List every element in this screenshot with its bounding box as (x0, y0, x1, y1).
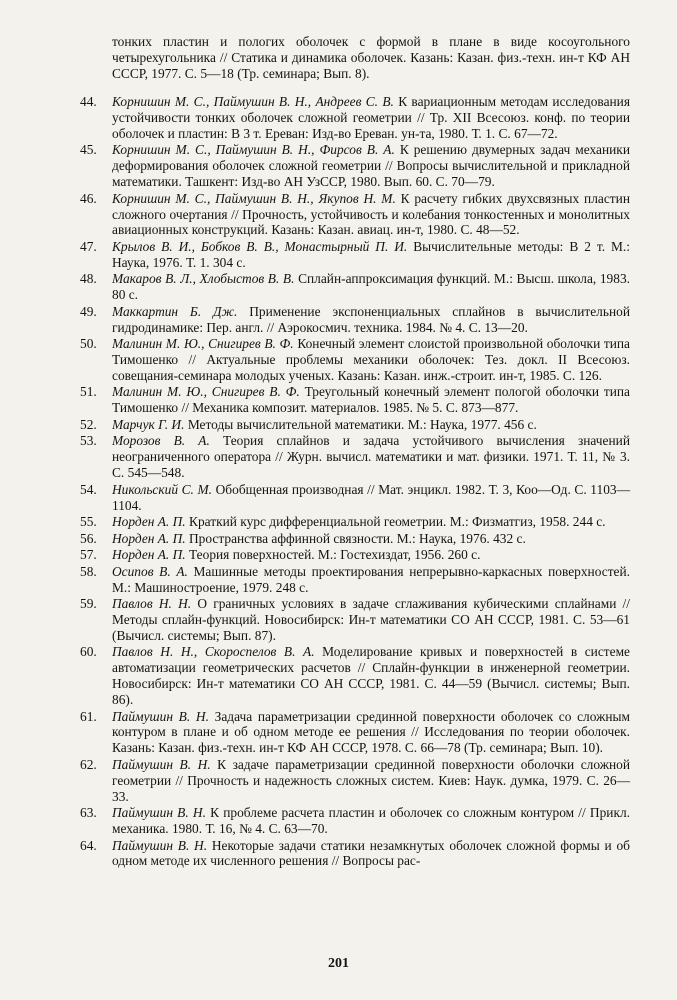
reference-text: О граничных условиях в задаче сглаживания кубическими сплайнами // Методы сплайн-функций. Новосибирск: Ин-т математики СО АН СССР, 1981. С. 53—61 (Вычисл. системы; Вып. 87). (112, 596, 630, 643)
reference-text: Обобщенная производная // Мат. энцикл. 1982. Т. 3, Коо—Од. С. 1103—1104. (112, 481, 630, 513)
reference-text: Треугольный конечный элемент пологой оболочки типа Тимошенко // Механика композит. материалов. 1985. № 5. С. 873—877. (112, 384, 630, 416)
reference-number: 59. (80, 596, 97, 611)
reference-text: Методы вычислительной математики. М.: Наука, 1977. 456 с. (187, 416, 537, 432)
reference-entry (80, 564, 630, 596)
reference-text: Применение экспоненциальных сплайнов в вычислительной гидродинамике: Пер. англ. // Аэрокосмич. техника. 1984. № 4. С. 13—20. (112, 303, 630, 335)
reference-entry (80, 709, 630, 757)
reference-number: 47. (80, 238, 97, 254)
reference-text: Машинные методы проектирования непрерывно-каркасных поверхностей. М.: Машиностроение, 1979. 248 с. (112, 563, 631, 595)
reference-authors: Макаров В. Л., Хлобыстов В. В. (112, 271, 295, 287)
reference-authors: Паймушин В. Н. (112, 837, 208, 853)
reference-number: 48. (80, 271, 97, 287)
reference-text: Моделирование кривых и поверхностей в системе автоматизации геометрических расчетов // Сплайн-функции в инженерной геометрии. Новосибирск: Ин-т математики СО АН СССР, 1981. С. 44—59 (Вычисл. системы; Вып. 86). (112, 644, 630, 708)
reference-number: 51. (80, 384, 97, 400)
reference-authors: Корнишин М. С., Паймушин В. Н., Андреев С. В. (112, 94, 394, 109)
reference-entry (80, 94, 630, 142)
reference-number: 60. (80, 644, 97, 660)
reference-authors: Никольский С. М. (112, 481, 213, 497)
reference-number: 61. (80, 708, 97, 724)
reference-text: Теория сплайнов и задача устойчивого вычисления значений неограниченного оператора // Журн. вычисл. математики и мат. физики. 1971. Т. 11, № 3. С. 545—548. (112, 433, 630, 481)
reference-text: Краткий курс дифференциальной геометрии. М.: Физматгиз, 1958. 244 с. (189, 514, 606, 530)
reference-entry (80, 482, 630, 514)
reference-text: Теория поверхностей. М.: Гостехиздат, 1956. 260 с. (189, 547, 481, 563)
reference-entry (80, 757, 630, 805)
reference-authors: Крылов В. И., Бобков В. В., Монастырный П. И. (112, 238, 408, 254)
reference-text: К задаче параметризации срединной поверхности оболочки сложной геометрии // Прочность и надежность сложных систем. Киев: Наук. думка, 1979. С. 26—33. (112, 756, 630, 804)
reference-text: К проблеме расчета пластин и оболочек со сложным контуром // Прикл. механика. 1980. Т. 16, № 4. С. 63—70. (112, 805, 630, 837)
page-number: 201 (328, 956, 349, 971)
reference-text: Пространства аффинной связности. М.: Наука, 1976. 432 с. (189, 530, 526, 546)
reference-entry (80, 514, 630, 530)
reference-authors: Норден А. П. (112, 530, 186, 546)
reference-authors: Норден А. П. (112, 547, 186, 563)
reference-text: Задача параметризации срединной поверхности оболочек со сложным контуром в плане и об одном методе ее решения // Исследования по теории оболочек. Казань: Казан. физ.-техн. ин-т КФ АН СССР, 1978. С. 66—78 (Тр. семинара; Вып. 10). (112, 708, 630, 756)
reference-authors: Павлов Н. Н., Скороспелов В. А. (112, 644, 315, 660)
reference-number: 64. (80, 837, 97, 853)
reference-entry (80, 142, 630, 190)
reference-authors: Морозов В. А. (112, 433, 210, 449)
reference-number: 52. (80, 416, 97, 432)
reference-text: Некоторые задачи статики незамкнутых оболочек сложной формы и об одном методе их численного решения // Вопросы рас- (112, 837, 630, 869)
reference-text: К решению двумерных задач механики деформирования оболочек сложной геометрии // Вопросы вычислительной и прикладной математики. Ташкент: Изд-во АН УзССР, 1980. Вып. 60. С. 70—79. (112, 142, 630, 190)
reference-number: 56. (80, 530, 97, 546)
reference-text: Конечный элемент слоистой произвольной оболочки типа Тимошенко // Актуальные проблемы механики оболочек: Тез. докл. II Всесоюз. совещания-семинара молодых ученых. Казань: Казан. инж.-строит. ин-т, 1985. С. 126. (112, 336, 630, 383)
reference-authors: Паймушин В. Н. (112, 708, 209, 724)
reference-authors: Паймушин В. Н. (112, 756, 211, 772)
reference-text: Сплайн-аппроксимация функций. М.: Высш. школа, 1983. 80 с. (112, 271, 630, 303)
reference-number: 53. (80, 433, 97, 449)
reference-number: 44. (80, 94, 97, 109)
reference-authors: Марчук Г. И. (112, 416, 185, 432)
reference-entry (80, 271, 630, 303)
reference-entry (80, 336, 630, 384)
reference-number: 54. (80, 481, 97, 497)
reference-entry (80, 417, 630, 433)
reference-number: 46. (80, 190, 97, 206)
reference-number: 50. (80, 336, 97, 352)
reference-entry (80, 531, 630, 547)
reference-entry (80, 433, 630, 481)
reference-number: 58. (80, 563, 97, 579)
continued-reference-text: тонких пластин и пологих оболочек с формой в плане в виде косоугольного четырехугольника // Статика и динамика оболочек. Казань: Казан. физ.-техн. ин-т КФ АН СССР, 1977. С. 5—18 (Тр. семинара; Вып. 8). (112, 34, 630, 81)
reference-authors: Павлов Н. Н. (112, 596, 192, 611)
reference-entry (80, 838, 630, 870)
reference-authors: Маккартин Б. Дж. (112, 303, 238, 319)
reference-number: 62. (80, 756, 97, 772)
reference-entry (80, 644, 630, 708)
reference-authors: Норден А. П. (112, 514, 186, 530)
reference-text: Вычислительные методы: В 2 т. М.: Наука, 1976. Т. 1. 304 с. (112, 238, 630, 270)
reference-entry (80, 191, 630, 239)
reference-authors: Малинин М. Ю., Снигирев В. Ф. (112, 336, 294, 352)
reference-authors: Малинин М. Ю., Снигирев В. Ф. (112, 384, 300, 400)
reference-number: 45. (80, 142, 97, 158)
reference-authors: Паймушин В. Н. (112, 805, 206, 821)
reference-authors: Корнишин М. С., Паймушин В. Н., Фирсов В. А. (112, 142, 395, 158)
reference-entry (80, 384, 630, 416)
reference-number: 57. (80, 547, 97, 563)
reference-number: 55. (80, 514, 97, 530)
reference-list (80, 94, 630, 870)
reference-entry (80, 304, 630, 336)
reference-entry (80, 239, 630, 271)
reference-authors: Осипов В. А. (112, 563, 188, 579)
reference-entry (80, 805, 630, 837)
reference-text: К вариационным методам исследования устойчивости тонких оболочек сложной геометрии // Тр. XII Всесоюз. конф. по теории оболочек и пластин: В 3 т. Ереван: Изд-во Ереван. ун-та, 1980. Т. 1. С. 67—72. (112, 94, 630, 141)
reference-number: 63. (80, 805, 97, 821)
reference-entry (80, 596, 630, 644)
reference-text: К расчету гибких двухсвязных пластин сложного очертания // Прочность, устойчивость и колебания тонкостенных и монолитных авиационных конструкций. Казань: Казан. авиац. ин-т, 1980. С. 48—52. (112, 190, 630, 238)
reference-entry (80, 547, 630, 563)
reference-number: 49. (80, 303, 97, 319)
reference-authors: Корнишин М. С., Паймушин В. Н., Якупов Н. М. (112, 190, 396, 206)
